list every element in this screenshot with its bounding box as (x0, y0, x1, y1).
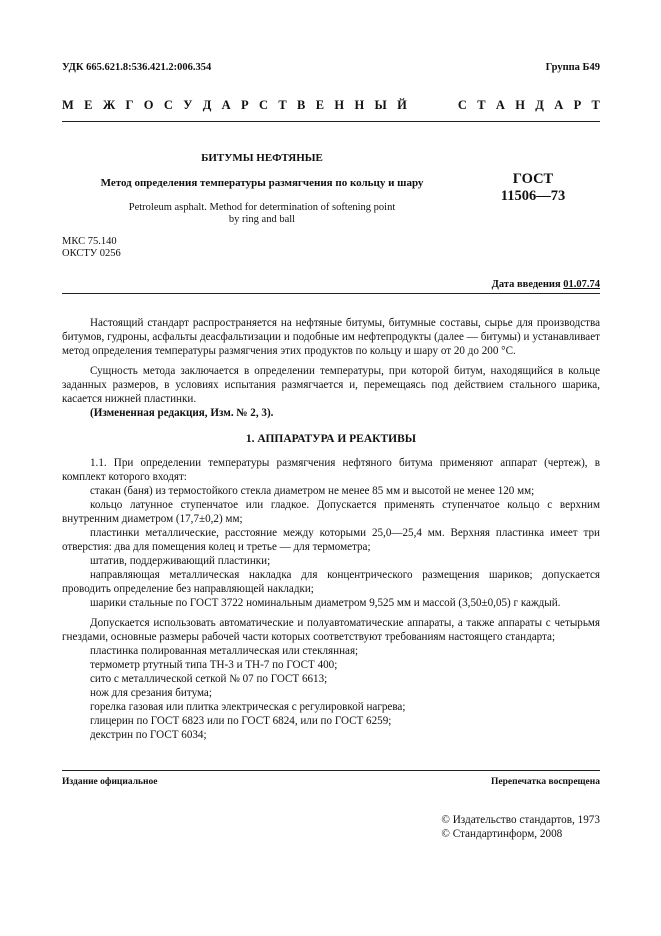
group-code: Группа Б49 (545, 62, 600, 73)
gost-label: ГОСТ (512, 171, 554, 187)
banner-letter: Е (315, 98, 325, 112)
banner-letter: Н (354, 98, 365, 112)
banner-letter: Т (477, 98, 486, 112)
list-item: нож для срезания битума; (90, 687, 212, 699)
banner-letter: Д (202, 98, 212, 112)
document-subtitle: Метод определения температуры размягчения по кольцу и шару (100, 177, 424, 189)
banner-letter: Ы (374, 98, 387, 112)
footer-rule (62, 770, 600, 771)
gost-code: 11506—73 (500, 188, 566, 204)
list-item: направляющая металлическая накладка для концентрического размещения шариков; допускается проводить определение без направляющей накладки; (62, 569, 600, 595)
banner-letter: Н (334, 98, 345, 112)
introduction-date (492, 279, 600, 290)
banner-letter: Р (573, 98, 582, 112)
list-item: стакан (баня) из термостойкого стекла диаметром не менее 85 мм и высотой не менее 120 мм; (90, 485, 535, 497)
list-item: горелка газовая или плитка электрическая с регулировкой нагрева; (90, 701, 406, 713)
banner-letter: Р (241, 98, 249, 112)
banner-letter: Д (535, 98, 544, 112)
standard-banner (62, 98, 600, 113)
list-item: пластинка полированная металлическая или стеклянная; (90, 645, 359, 657)
date-rule (62, 293, 600, 294)
official-edition: Издание официальное (62, 777, 158, 787)
banner-letter: А (495, 98, 505, 112)
introduction-date-value: 01.07.74 (563, 279, 600, 290)
top-rule (62, 121, 600, 122)
banner-letter: Н (515, 98, 525, 112)
list-item: пластинки металлические, расстояние между которыми 25,0—25,4 мм. Верхняя пластинка имеет три отверстия: два для помещения колец и третье — для термометра; (62, 527, 600, 553)
banner-letter: Ж (102, 98, 116, 112)
list-item: глицерин по ГОСТ 6823 или по ГОСТ 6824, или по ГОСТ 6259; (90, 715, 392, 727)
banner-letter: Г (125, 98, 134, 112)
banner-letter: С (457, 98, 467, 112)
banner-letter: А (554, 98, 564, 112)
udk-code: УДК 665.621.8:536.421.2:006.354 (62, 62, 212, 73)
banner-letter: С (163, 98, 173, 112)
reprint-notice: Перепечатка воспрещена (490, 777, 600, 787)
paragraph: 1.1. При определении температуры размягчения нефтяного битума применяют аппарат (чертеж), в комплект которого входят: (62, 457, 600, 483)
english-title (62, 202, 462, 226)
paragraph: Сущность метода заключается в определении температуры, при которой битум, находящийся в кольце заданных размеров, в условиях испытания размягчается и, перемещаясь под действием стального шарика, касается нижней пластинки. (62, 365, 600, 405)
list-item: шарики стальные по ГОСТ 3722 номинальным диаметром 9,525 мм и массой (3,50±0,05) г каждый. (90, 597, 561, 609)
copyright-block (441, 813, 600, 841)
banner-letter: М (62, 98, 74, 112)
list-item: штатив, поддерживающий пластинки; (90, 555, 271, 567)
paragraph: Допускается использовать автоматические и полуавтоматические аппараты, а также аппараты с четырьмя гнездами, основные размеры рабочей части которых соответствуют требованиям настоящего стандарта; (62, 617, 600, 643)
document-title: БИТУМЫ НЕФТЯНЫЕ (201, 152, 323, 164)
banner-letter: Е (84, 98, 93, 112)
banner-letter: С (259, 98, 269, 112)
banner-letter: А (221, 98, 231, 112)
list-item: сито с металлической сеткой № 07 по ГОСТ 6613; (90, 673, 328, 685)
section-heading: 1. АППАРАТУРА И РЕАКТИВЫ (245, 433, 417, 445)
copyright-line: © Стандартинформ, 2008 (441, 828, 563, 840)
banner-letter: Т (278, 98, 287, 112)
document-body (62, 316, 600, 742)
copyright-line: © Издательство стандартов, 1973 (441, 814, 600, 826)
gost-number (478, 171, 588, 205)
english-title-line: by ring and ball (228, 214, 296, 225)
amendment-note: (Измененная редакция, Изм. № 2, 3). (90, 407, 274, 419)
banner-letter: О (143, 98, 154, 112)
banner-letter: Т (591, 98, 600, 112)
introduction-date-label: Дата введения (491, 279, 561, 290)
list-item: термометр ртутный типа ТН-3 и ТН-7 по ГОСТ 400; (90, 659, 338, 671)
list-item: декстрин по ГОСТ 6034; (90, 729, 207, 741)
okstu-code: ОКСТУ 0256 (62, 248, 121, 259)
list-item: кольцо латунное ступенчатое или гладкое. Допускается применять ступенчатое кольцо с верхним внутренним диаметром (17,7±0,2) мм; (62, 499, 600, 525)
banner-letter: Й (397, 98, 407, 112)
banner-letter: В (297, 98, 306, 112)
mks-code: МКС 75.140 (62, 236, 117, 247)
classification-codes (62, 236, 121, 260)
banner-letter: У (183, 98, 193, 112)
paragraph: Настоящий стандарт распространяется на нефтяные битумы, битумные составы, сырье для производства битумов, гудроны, асфальты деасфальтизации и подобные им нефтепродукты (далее — битумы) и устанавливает метод определения температуры размягчения этих продуктов по кольцу и шару от 20 до 200 °С. (62, 317, 600, 357)
english-title-line: Petroleum asphalt. Method for determination of softening point (128, 202, 396, 213)
